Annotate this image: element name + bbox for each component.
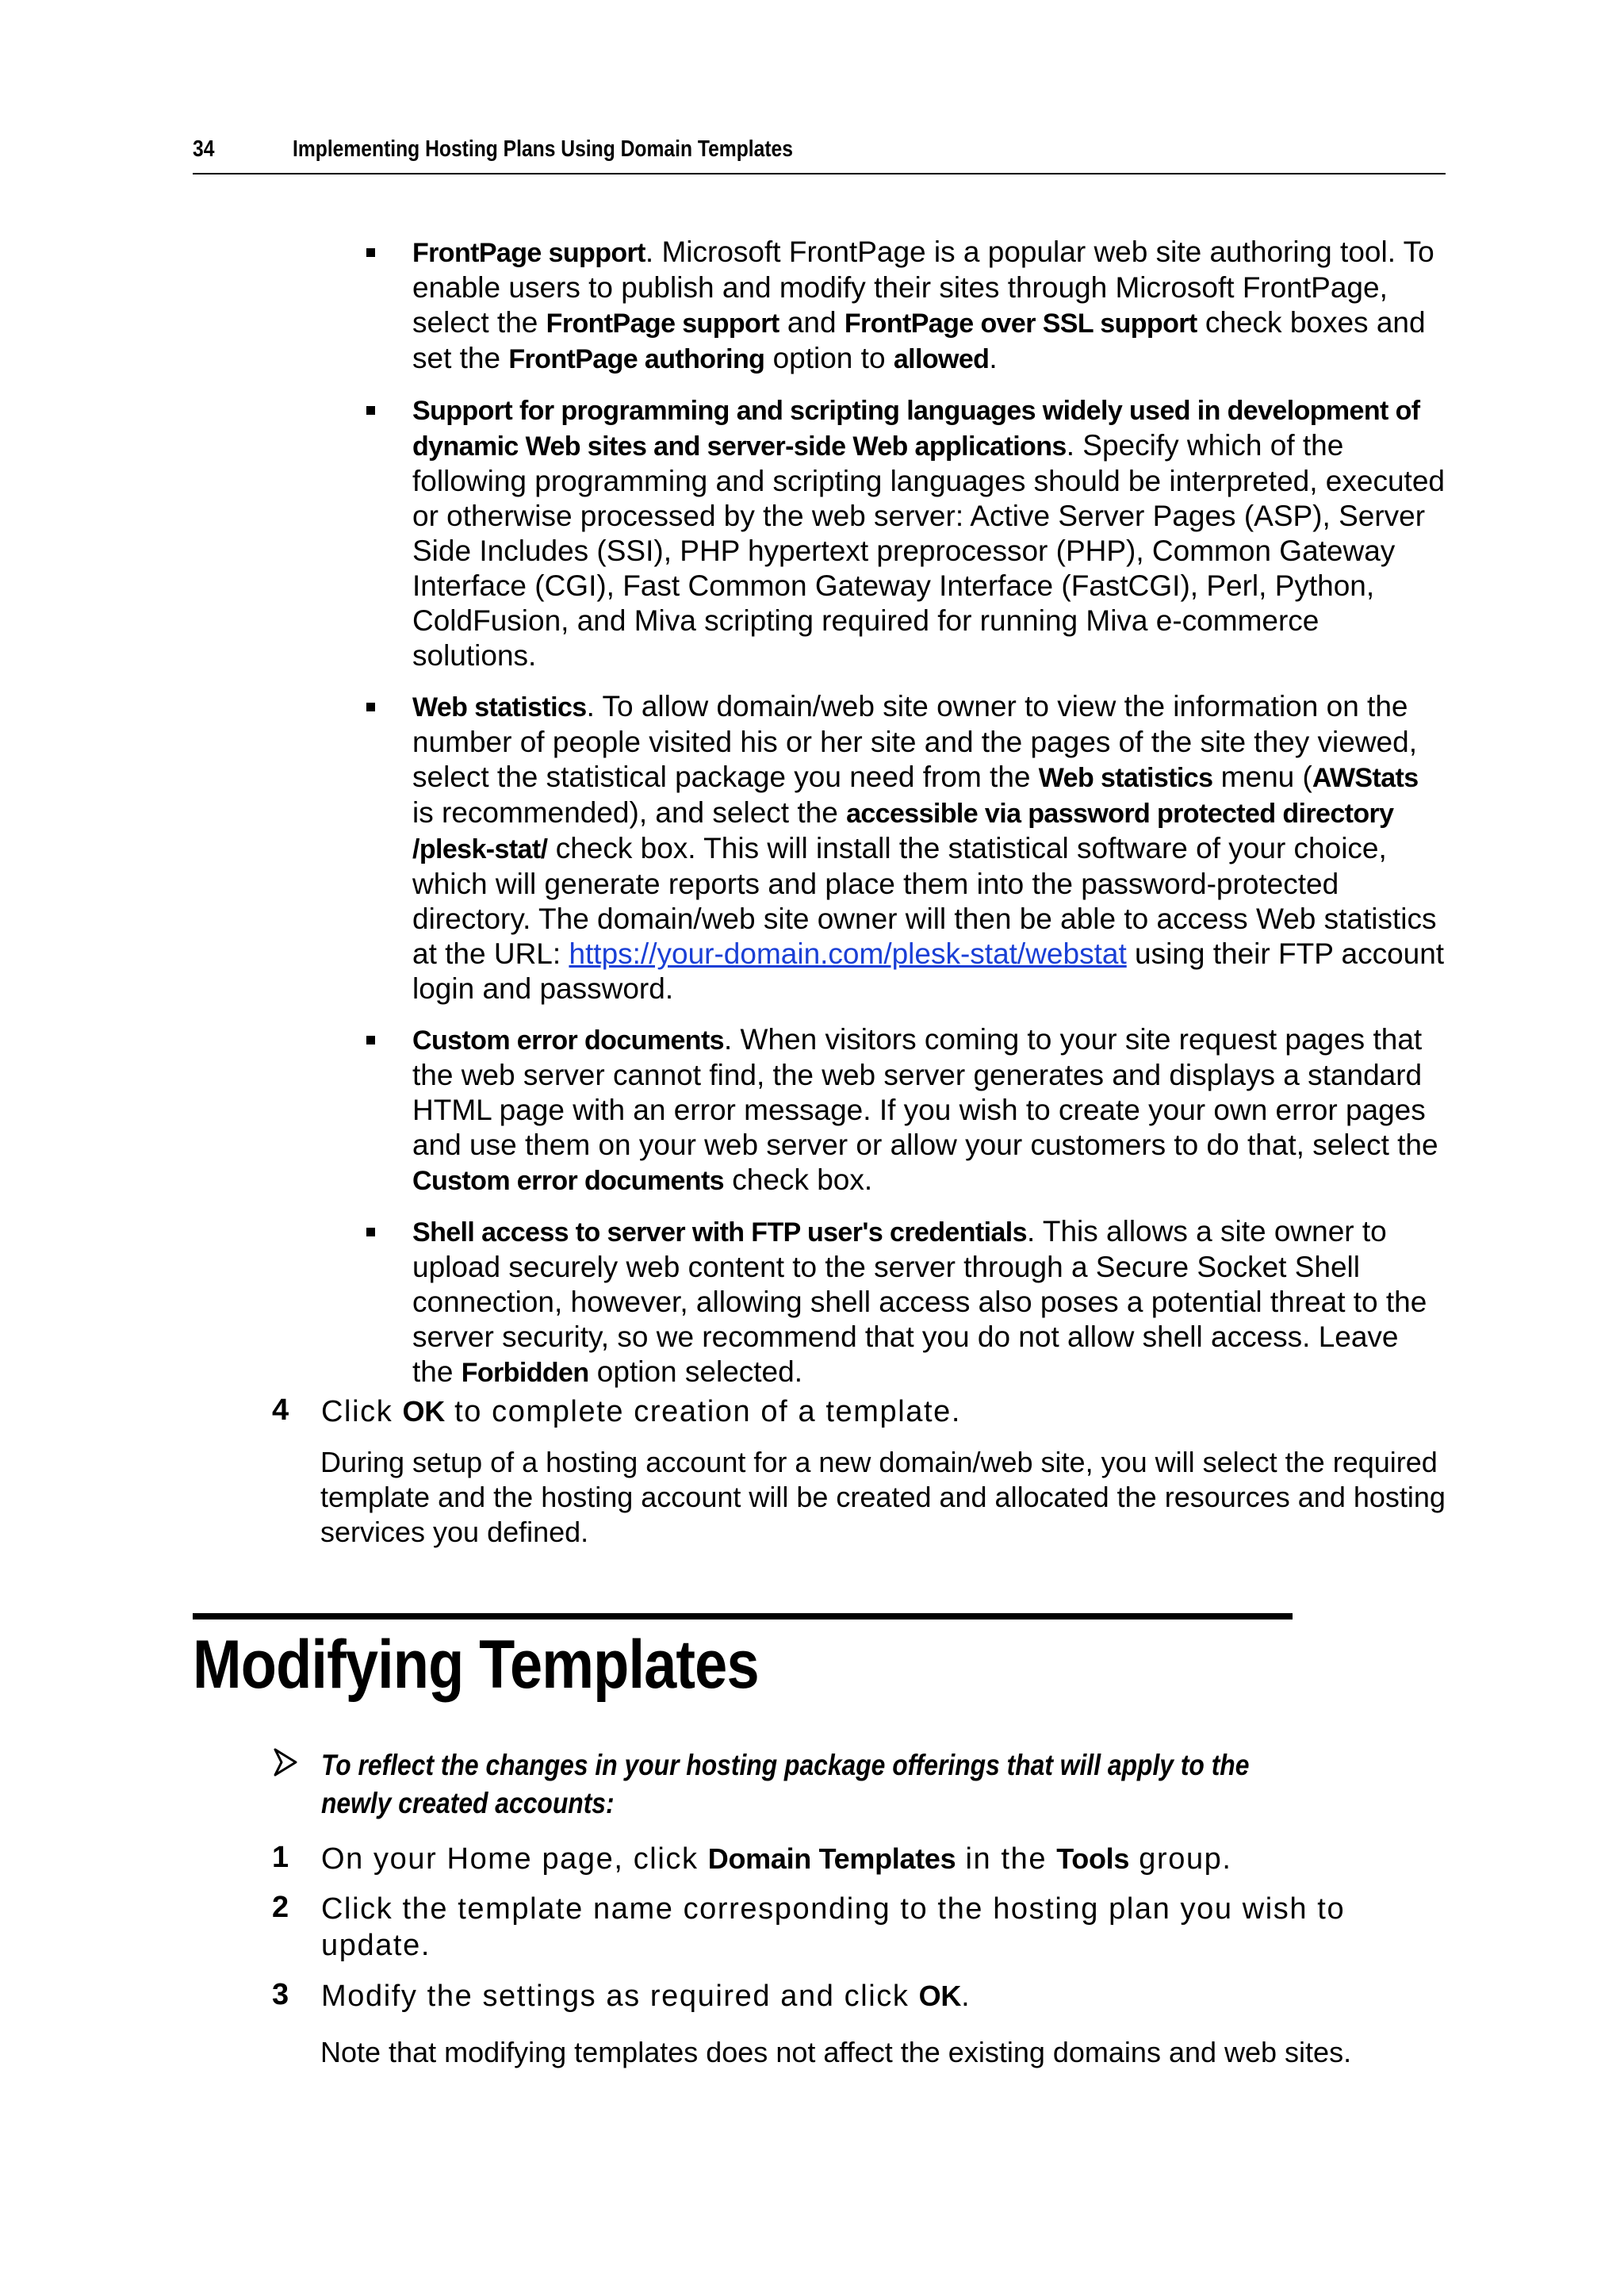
bold-term: accessible via password protected directory /plesk-stat/: [412, 799, 1394, 864]
text-run: check box. This will install the statistical software of your choice, which will generate reports and place them into the password-protected directory. The domain/web site owner will then be able to access Web statistics at the URL:: [412, 832, 1437, 970]
step-number: 2: [272, 1891, 289, 1924]
bold-term: FrontPage authoring: [508, 344, 765, 374]
text-run: . Microsoft FrontPage is a popular web site authoring tool. To enable users to publish and modify their sites through Microsoft FrontPage, select the: [412, 236, 1434, 339]
running-title: Implementing Hosting Plans Using Domain Templates: [293, 136, 793, 162]
text-run: . Specify which of the following programming and scripting languages should be interpreted, executed or otherwise processed by the web server: Active Server Pages (ASP), Server Side Includes (SSI), PHP hypertext preprocessor (PHP), Common Gateway Interface (CGI), Fast Common Gateway Interface (FastCGI), Perl, Python, ColdFusion, and Miva scripting required for running Miva e-commerce solutions.: [412, 429, 1445, 672]
bullet-item-web-statistics: [366, 689, 1445, 1006]
bullet-item-frontpage: [366, 235, 1445, 377]
step-number: 4: [272, 1393, 289, 1427]
text-run: check box.: [723, 1163, 873, 1196]
bold-term: FrontPage support: [546, 309, 779, 339]
bold-term: Tools: [1056, 1842, 1130, 1875]
text-run: group.: [1129, 1842, 1232, 1876]
bullet-square-icon: [366, 406, 375, 415]
bold-term: Custom error documents: [412, 1166, 724, 1196]
text-run: is recommended), and select the: [412, 796, 847, 829]
text-run: option to: [764, 342, 894, 374]
step-4-note: During setup of a hosting account for a new domain/web site, you will select the required template and the hosting account will be created and allocated the resources and hosting services you defined.: [320, 1446, 1446, 1548]
page-header: [193, 136, 1446, 174]
text-run: .: [989, 342, 998, 374]
bullet-item-scripting: [366, 393, 1445, 673]
step-text: [321, 1891, 1431, 1964]
text-run: check boxes and set the: [412, 306, 1426, 374]
step-text: Click OK to complete creation of a template.: [321, 1395, 962, 1428]
text-run: menu (: [1212, 761, 1312, 793]
section-rule: [193, 1613, 1293, 1619]
section-heading: Modifying Templates: [193, 1627, 759, 1703]
text-run: option selected.: [588, 1355, 802, 1388]
task-intro-text: To reflect the changes in your hosting package offerings that will apply to the newly created accounts:: [321, 1749, 1250, 1819]
arrow-right-icon: [272, 1746, 299, 1778]
page-number: 34: [193, 136, 215, 162]
bullet-square-icon: [366, 1036, 375, 1045]
text-run: in the: [956, 1842, 1057, 1876]
bold-term: Custom error documents: [412, 1025, 724, 1056]
bold-term: allowed: [893, 344, 990, 374]
webstat-url-link[interactable]: https://your-domain.com/plesk-stat/webstat: [569, 937, 1127, 970]
step-number: 1: [272, 1841, 289, 1874]
section-note: Note that modifying templates does not affect the existing domains and web sites.: [320, 2036, 1352, 2068]
bullet-square-icon: [366, 248, 375, 257]
bullet-square-icon: [366, 703, 375, 711]
bold-term: OK: [918, 1980, 962, 2012]
bullet-item-shell-access: [366, 1214, 1445, 1390]
text-run: Click the template name corresponding to the hosting plan you wish to update.: [321, 1892, 1346, 1962]
bold-term: AWStats: [1312, 763, 1419, 793]
text-run: . When visitors coming to your site request pages that the web server cannot find, the web server generates and displays a standard HTML page with an error message. If you wish to create your own error pages and use them on your web server or allow your customers to do that, select the: [412, 1023, 1438, 1161]
step-text: [321, 1978, 1431, 2014]
step-number: 3: [272, 1978, 289, 2011]
text-run: and: [779, 306, 845, 339]
bold-term: FrontPage support: [412, 238, 645, 268]
step-text: [321, 1841, 1431, 1877]
text-run: . This allows a site owner to upload securely web content to the server through a Secure Socket Shell connection, however, allowing shell access also poses a potential threat to the server security, so we recommend that you do not allow shell access. Leave the: [412, 1215, 1427, 1388]
bold-term: Support for programming and scripting languages widely used in development of dynamic Web sites and server-side Web applications: [412, 396, 1420, 462]
text-run: . To allow domain/web site owner to view the information on the number of people visited his or her site and the pages of the site they viewed, select the statistical package you need from the: [412, 690, 1417, 793]
bullet-item-error-documents: [366, 1022, 1445, 1198]
bold-term: Shell access to server with FTP user's credentials: [412, 1217, 1027, 1248]
text-run: Modify the settings as required and click: [321, 1980, 919, 2013]
bold-term: Forbidden: [461, 1358, 589, 1388]
bullet-square-icon: [366, 1228, 375, 1236]
text-run: On your Home page, click: [321, 1842, 708, 1876]
text-run: using their FTP account login and password.: [412, 937, 1445, 1005]
bold-term: FrontPage over SSL support: [844, 309, 1197, 339]
feature-bullet-list: [366, 235, 1445, 1406]
text-run: .: [961, 1980, 971, 2013]
bold-term: Web statistics: [412, 692, 587, 723]
bold-term: Domain Templates: [707, 1842, 956, 1875]
bold-term: Web statistics: [1038, 763, 1213, 793]
